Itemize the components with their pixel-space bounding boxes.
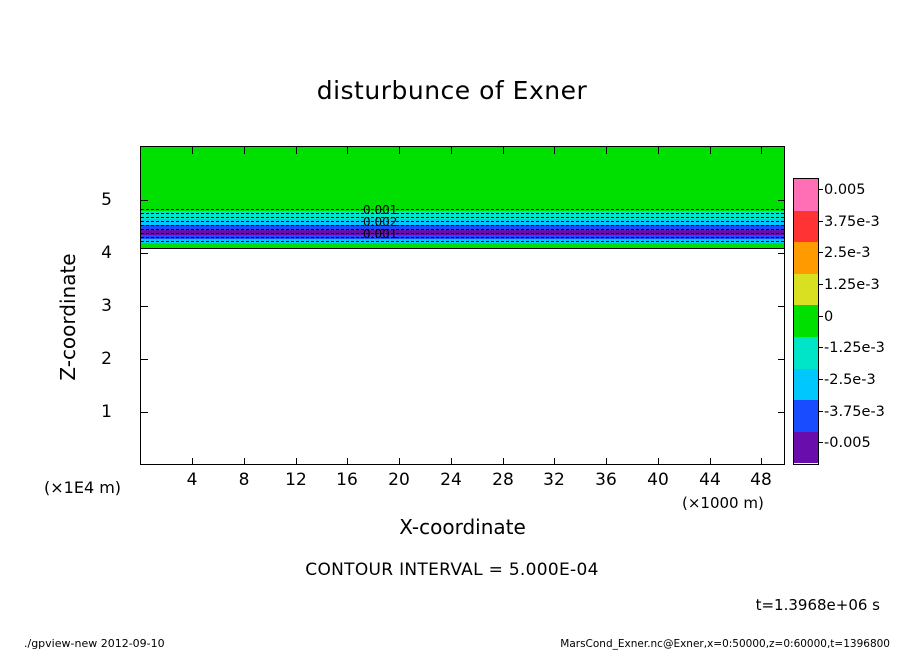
- colorbar-tick: [818, 442, 823, 443]
- colorbar-label: 0: [824, 309, 834, 325]
- y-tick-label: 4: [101, 243, 112, 263]
- contour-line: [141, 221, 784, 222]
- x-tick-label: 28: [492, 470, 514, 490]
- colorbar-segment: [794, 179, 818, 211]
- y-tick-label: 2: [101, 349, 112, 369]
- x-tick-label: 20: [388, 470, 410, 490]
- y-tick: [141, 200, 148, 201]
- x-tick-label: 24: [440, 470, 462, 490]
- y-tick: [778, 306, 785, 307]
- colorbar-segment: [794, 274, 818, 306]
- colorbar-label: 1.25e-3: [824, 277, 880, 293]
- y-axis-units: (×1E4 m): [44, 478, 122, 497]
- y-tick-label: 1: [101, 402, 112, 422]
- x-tick-label: 16: [336, 470, 358, 490]
- contour-line: [141, 237, 784, 238]
- x-tick: [710, 458, 711, 465]
- x-tick: [658, 147, 659, 154]
- x-tick: [399, 147, 400, 154]
- x-tick: [554, 147, 555, 154]
- x-tick: [606, 458, 607, 465]
- x-tick-label: 36: [595, 470, 617, 490]
- colorbar-tick: [818, 252, 823, 253]
- y-tick: [778, 253, 785, 254]
- colorbar-segment: [794, 211, 818, 243]
- y-tick-label: 3: [101, 296, 112, 316]
- contour-line: [141, 217, 784, 218]
- colorbar-segment: [794, 242, 818, 274]
- y-tick: [141, 359, 148, 360]
- page-title: disturbunce of Exner: [316, 76, 588, 105]
- x-tick: [606, 147, 607, 154]
- colorbar-segment: [794, 432, 818, 464]
- y-tick: [778, 412, 785, 413]
- contour-label: 0.001: [363, 203, 398, 217]
- colorbar-segment: [794, 337, 818, 369]
- x-axis-units: (×1000 m): [682, 494, 764, 512]
- footer-right-text: MarsCond_Exner.nc@Exner,x=0:50000,z=0:60000,t=1396800: [560, 638, 890, 650]
- colorbar-label: -2.5e-3: [824, 372, 876, 388]
- x-tick: [503, 147, 504, 154]
- colorbar-label: -1.25e-3: [824, 340, 885, 356]
- x-tick: [347, 458, 348, 465]
- colorbar-label: -0.005: [824, 435, 871, 451]
- contour-line: [141, 229, 784, 230]
- x-tick: [192, 458, 193, 465]
- x-axis-label: X-coordinate: [399, 515, 526, 539]
- contour-interval-note: CONTOUR INTERVAL = 5.000E-04: [305, 560, 599, 580]
- x-tick: [296, 458, 297, 465]
- colorbar-segment: [794, 369, 818, 401]
- x-tick: [554, 458, 555, 465]
- contour-line: [141, 225, 784, 226]
- y-axis-label: Z-coordinate: [56, 253, 80, 381]
- colorbar-label: 2.5e-3: [824, 245, 871, 261]
- y-tick: [141, 306, 148, 307]
- x-tick-label: 44: [699, 470, 721, 490]
- colorbar-tick: [818, 221, 823, 222]
- y-tick: [141, 412, 148, 413]
- colorbar-label: 0.005: [824, 182, 866, 198]
- x-tick-label: 4: [186, 470, 198, 490]
- colorbar-segment: [794, 305, 818, 337]
- x-tick-label: 12: [285, 470, 307, 490]
- plot-area: [140, 146, 785, 465]
- colorbar-segment: [794, 400, 818, 432]
- colorbar-tick: [818, 189, 823, 190]
- x-tick: [658, 458, 659, 465]
- x-tick: [451, 458, 452, 465]
- x-tick: [761, 458, 762, 465]
- x-tick: [710, 147, 711, 154]
- x-tick-label: 48: [750, 470, 772, 490]
- contour-label: 0.002: [363, 215, 398, 229]
- colorbar: [793, 178, 819, 465]
- y-tick: [778, 200, 785, 201]
- x-tick: [399, 458, 400, 465]
- x-tick-label: 40: [647, 470, 669, 490]
- heatmap-band-zero-upper: [141, 147, 784, 211]
- time-annotation: t=1.3968e+06 s: [755, 596, 880, 614]
- colorbar-tick: [818, 379, 823, 380]
- x-tick: [503, 458, 504, 465]
- x-tick-label: 32: [543, 470, 565, 490]
- colorbar-label: 3.75e-3: [824, 214, 880, 230]
- x-tick: [761, 147, 762, 154]
- x-tick: [451, 147, 452, 154]
- y-tick: [141, 253, 148, 254]
- x-tick: [244, 458, 245, 465]
- contour-line: [141, 233, 784, 234]
- footer-left-text: ./gpview-new 2012-09-10: [24, 637, 165, 650]
- colorbar-tick: [818, 347, 823, 348]
- y-tick-label: 5: [101, 190, 112, 210]
- contour-line: [141, 209, 784, 210]
- y-tick: [778, 359, 785, 360]
- contour-line: [141, 213, 784, 214]
- x-tick: [244, 147, 245, 154]
- colorbar-tick: [818, 316, 823, 317]
- x-tick: [347, 147, 348, 154]
- contour-line-zero: [141, 248, 784, 249]
- contour-line: [141, 241, 784, 242]
- x-tick: [296, 147, 297, 154]
- colorbar-tick: [818, 411, 823, 412]
- colorbar-label: -3.75e-3: [824, 404, 885, 420]
- x-tick-label: 8: [238, 470, 250, 490]
- contour-label: 0.001: [363, 227, 398, 241]
- colorbar-tick: [818, 284, 823, 285]
- x-tick: [192, 147, 193, 154]
